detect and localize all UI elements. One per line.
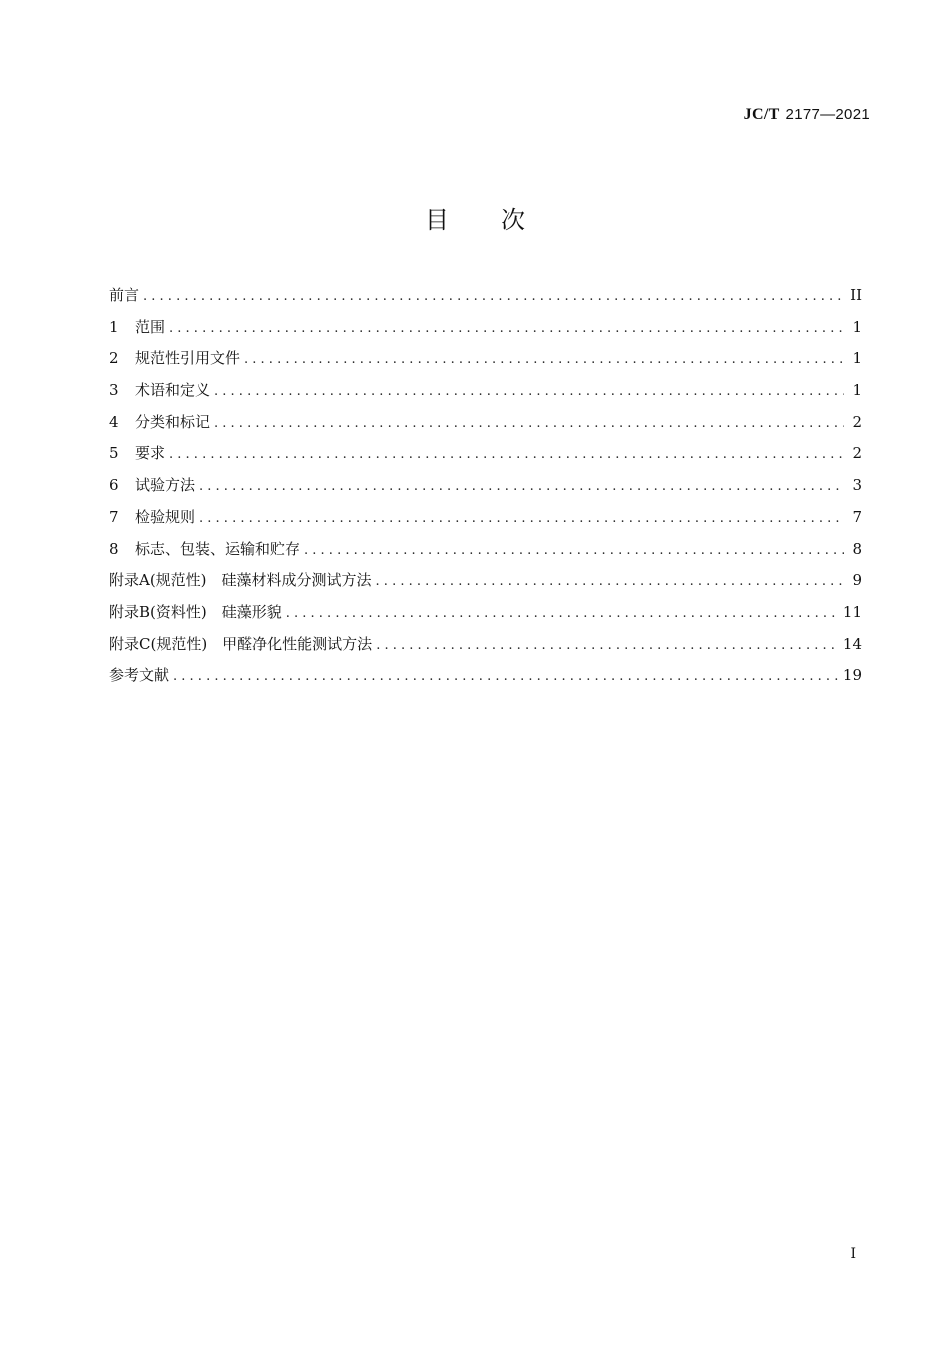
toc-leader-dots — [143, 281, 844, 312]
toc-entry-page: 19 — [842, 666, 862, 685]
toc-leader-dots — [173, 661, 839, 692]
toc-leader-dots — [376, 566, 844, 597]
toc-leader-dots — [244, 344, 844, 375]
toc-entry-label: 要求 — [135, 444, 166, 463]
toc-entry-label: 附录A(规范性) 硅藻材料成分测试方法 — [109, 571, 372, 590]
toc-entry-normative-references[interactable] — [109, 343, 862, 375]
toc-entry-label: 术语和定义 — [135, 381, 211, 400]
toc-entry-scope[interactable] — [109, 312, 862, 344]
toc-leader-dots — [169, 439, 844, 470]
toc-entry-page: 1 — [852, 349, 862, 368]
toc-entry-number: 2 — [109, 349, 119, 368]
toc-leader-dots — [376, 630, 839, 661]
toc-entry-page: 14 — [842, 634, 862, 653]
toc-entry-marking-packaging[interactable] — [109, 534, 862, 566]
table-of-contents — [109, 280, 862, 692]
toc-entry-label: 标志、包装、运输和贮存 — [135, 539, 301, 558]
toc-entry-page: 1 — [852, 381, 862, 400]
toc-entry-page: 2 — [852, 444, 862, 463]
toc-leader-dots — [199, 471, 844, 502]
toc-entry-page: 3 — [852, 476, 862, 495]
toc-entry-number: 4 — [109, 412, 119, 431]
toc-leader-dots — [304, 535, 844, 566]
standard-code-prefix: JC/T — [743, 106, 780, 123]
toc-entry-page: 1 — [852, 317, 862, 336]
toc-entry-number: 1 — [109, 317, 119, 336]
toc-leader-dots — [214, 408, 844, 439]
toc-entry-page: 2 — [852, 412, 862, 431]
toc-entry-page: 7 — [852, 507, 862, 526]
standard-code — [744, 106, 870, 124]
standard-code-number: 2177—2021 — [785, 106, 870, 123]
toc-entry-number: 3 — [109, 381, 119, 400]
toc-entry-label: 检验规则 — [135, 507, 196, 526]
toc-entry-label: 附录B(资料性) 硅藻形貌 — [109, 602, 282, 621]
toc-leader-dots — [214, 376, 844, 407]
page-number: I — [850, 1246, 856, 1262]
toc-entry-number: 5 — [109, 444, 119, 463]
toc-entry-label: 试验方法 — [135, 476, 196, 495]
toc-entry-label: 前言 — [109, 286, 140, 304]
toc-leader-dots — [169, 313, 844, 344]
toc-entry-requirements[interactable] — [109, 438, 862, 470]
toc-entry-label: 规范性引用文件 — [135, 349, 241, 368]
toc-entry-annex-c[interactable] — [109, 629, 862, 661]
toc-entry-label: 附录C(规范性) 甲醛净化性能测试方法 — [109, 634, 373, 653]
toc-entry-page: 8 — [852, 539, 862, 558]
toc-entry-terms-definitions[interactable] — [109, 375, 862, 407]
toc-entry-label: 分类和标记 — [135, 412, 211, 431]
toc-entry-annex-a[interactable] — [109, 565, 862, 597]
toc-entry-page: II — [850, 286, 862, 304]
toc-entry-label: 参考文献 — [109, 666, 170, 685]
toc-entry-inspection-rules[interactable] — [109, 502, 862, 534]
toc-entry-foreword[interactable] — [109, 280, 862, 312]
toc-title: 目次 — [425, 206, 577, 234]
toc-entry-bibliography[interactable] — [109, 660, 862, 692]
toc-entry-number: 7 — [109, 507, 119, 526]
toc-entry-number: 8 — [109, 539, 119, 558]
toc-leader-dots — [286, 598, 839, 629]
toc-entry-annex-b[interactable] — [109, 597, 862, 629]
toc-entry-page: 11 — [842, 602, 862, 621]
toc-entry-classification[interactable] — [109, 407, 862, 439]
toc-entry-page: 9 — [852, 571, 862, 590]
toc-entry-label: 范围 — [135, 317, 166, 336]
toc-leader-dots — [199, 503, 844, 534]
toc-entry-test-methods[interactable] — [109, 470, 862, 502]
toc-entry-number: 6 — [109, 476, 119, 495]
